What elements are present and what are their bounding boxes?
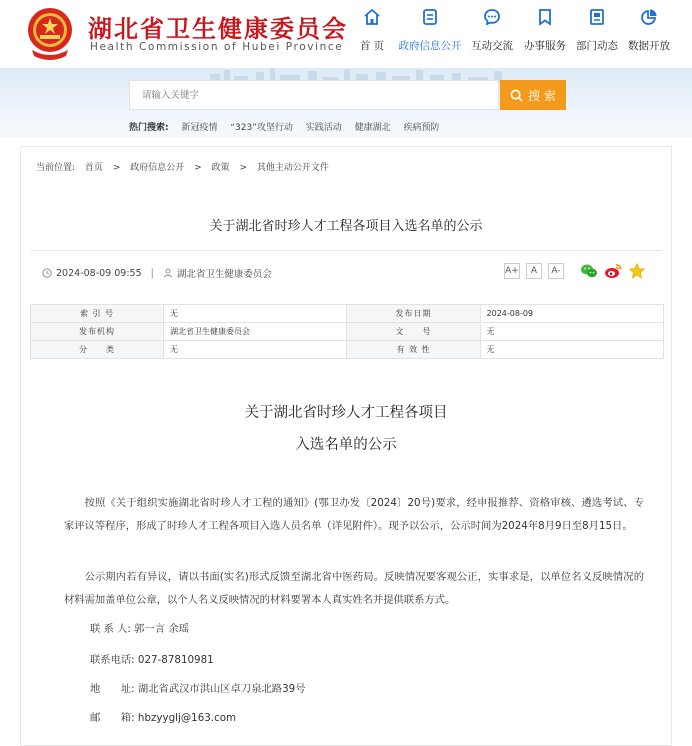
search-input[interactable]: [130, 81, 498, 109]
body-paragraph-2: 公示期内若有异议，请以书面(实名)形式反馈至湖北省中医药局。反映情况要客观公正，实事求是，以单位名义反映情况的材料需加盖单位公章，以个人名义反映情况的材料要署本人真实姓名并提供联系方式。: [64, 571, 644, 606]
info-value: 无: [164, 305, 347, 323]
nav-label: 互动交流: [471, 40, 513, 52]
info-key: 索 引 号: [31, 305, 164, 323]
person-icon: [163, 268, 173, 278]
search-banner: [0, 68, 692, 138]
nav-label: 办事服务: [524, 40, 566, 52]
article-source: 湖北省卫生健康委员会: [176, 269, 272, 280]
table-row: [31, 305, 664, 323]
info-value: 无: [164, 341, 347, 359]
breadcrumb-label: 当前位置:: [36, 163, 76, 173]
pie-chart-icon: [640, 8, 658, 26]
meta-separator: |: [150, 267, 154, 279]
hot-search-item[interactable]: 实践活动: [305, 123, 342, 133]
hot-search-item[interactable]: 健康湖北: [354, 123, 391, 133]
table-row: [31, 341, 664, 359]
breadcrumb: [36, 160, 336, 173]
nav-open-data[interactable]: [619, 8, 679, 53]
nav-gov-info[interactable]: [400, 8, 460, 53]
document-title-line1: 关于湖北省时珍人才工程各项目: [244, 405, 448, 421]
contact-email[interactable]: 邮 箱: hbzyyglj@163.com: [90, 712, 237, 724]
nav-home[interactable]: [342, 8, 402, 53]
table-row: [31, 323, 664, 341]
font-decrease-button[interactable]: A-: [548, 263, 564, 279]
site-title[interactable]: 湖北省卫生健康委员会: [88, 15, 348, 43]
search-button-label: 搜 索: [528, 88, 556, 103]
document-info-table: [30, 304, 664, 359]
breadcrumb-separator: >: [112, 163, 121, 173]
national-emblem-icon: [26, 6, 74, 60]
clock-icon: [42, 268, 52, 278]
hot-searches: [129, 120, 450, 133]
hot-search-item[interactable]: 新冠疫情: [181, 123, 218, 133]
breadcrumb-link-other-files[interactable]: 其他主动公开文件: [256, 163, 329, 173]
nav-label: 首 页: [359, 40, 385, 52]
info-key: 分 类: [31, 341, 164, 359]
body-paragraph-1: 按照《关于组织实施湖北省时珍人才工程的通知》(鄂卫办发〔2024〕20号)要求，经申报推荐、资格审核、遴选考试、专家评议等程序，形成了时珍人才工程各项目入选人员名单（详见附件）。现予以公示，公示时间为2024年8月9日至8月15日。: [64, 497, 644, 532]
search-icon: [510, 89, 523, 102]
bookmark-icon: [536, 8, 554, 26]
info-value: 湖北省卫生健康委员会: [164, 323, 347, 341]
document-icon: [421, 8, 439, 26]
divider: [30, 250, 662, 251]
info-value: 无: [480, 341, 663, 359]
search-button[interactable]: [500, 80, 566, 110]
breadcrumb-separator: >: [194, 163, 202, 173]
info-key: 发布日期: [347, 305, 480, 323]
hot-search-label: 热门搜索:: [129, 123, 169, 133]
document-title-line2: 入选名单的公示: [295, 437, 397, 453]
breadcrumb-link-home[interactable]: 首页: [84, 163, 103, 173]
weibo-icon[interactable]: [604, 262, 622, 280]
contact-address: 地 址: 湖北省武汉市洪山区卓刀泉北路39号: [90, 683, 306, 695]
breadcrumb-link-policy[interactable]: 政策: [211, 163, 230, 173]
font-normal-button[interactable]: A: [526, 263, 542, 279]
info-key: 有 效 性: [347, 341, 480, 359]
site-subtitle: Health Commission of Hubei Province: [90, 41, 344, 53]
info-key: 发布机构: [31, 323, 164, 341]
site-header: [0, 0, 692, 68]
favorite-icon[interactable]: [628, 262, 646, 280]
nav-dept-news[interactable]: [567, 8, 627, 53]
nav-label: 部门动态: [576, 40, 618, 52]
chat-icon: [483, 8, 501, 26]
info-key: 文 号: [347, 323, 480, 341]
nav-label: 政府信息公开: [398, 40, 462, 52]
breadcrumb-link-gov-info[interactable]: 政府信息公开: [130, 163, 185, 173]
nav-label: 数据开放: [628, 40, 670, 52]
hot-search-item[interactable]: 疾病预防: [403, 123, 440, 133]
info-value: 2024-08-09: [480, 305, 663, 323]
home-icon: [363, 8, 381, 26]
info-value: 无: [480, 323, 663, 341]
breadcrumb-separator: >: [239, 163, 247, 173]
hot-search-item[interactable]: “323”攻坚行动: [230, 123, 293, 133]
contact-phone: 联系电话: 027-87810981: [90, 654, 214, 666]
share-buttons: [580, 262, 652, 280]
publish-datetime: 2024-08-09 09:55: [56, 267, 142, 279]
font-size-controls: [504, 263, 570, 279]
nav-interaction[interactable]: [462, 8, 522, 53]
wechat-icon[interactable]: [580, 262, 598, 280]
search-input-wrapper[interactable]: [129, 80, 499, 110]
page-title: 关于湖北省时珍人才工程各项目入选名单的公示: [209, 219, 483, 234]
nav-services[interactable]: [515, 8, 575, 53]
contact-person: 联 系 人: 郭一言 余瑶: [90, 623, 189, 635]
news-icon: [588, 8, 606, 26]
article-meta: [42, 266, 272, 280]
font-increase-button[interactable]: A+: [504, 263, 520, 279]
